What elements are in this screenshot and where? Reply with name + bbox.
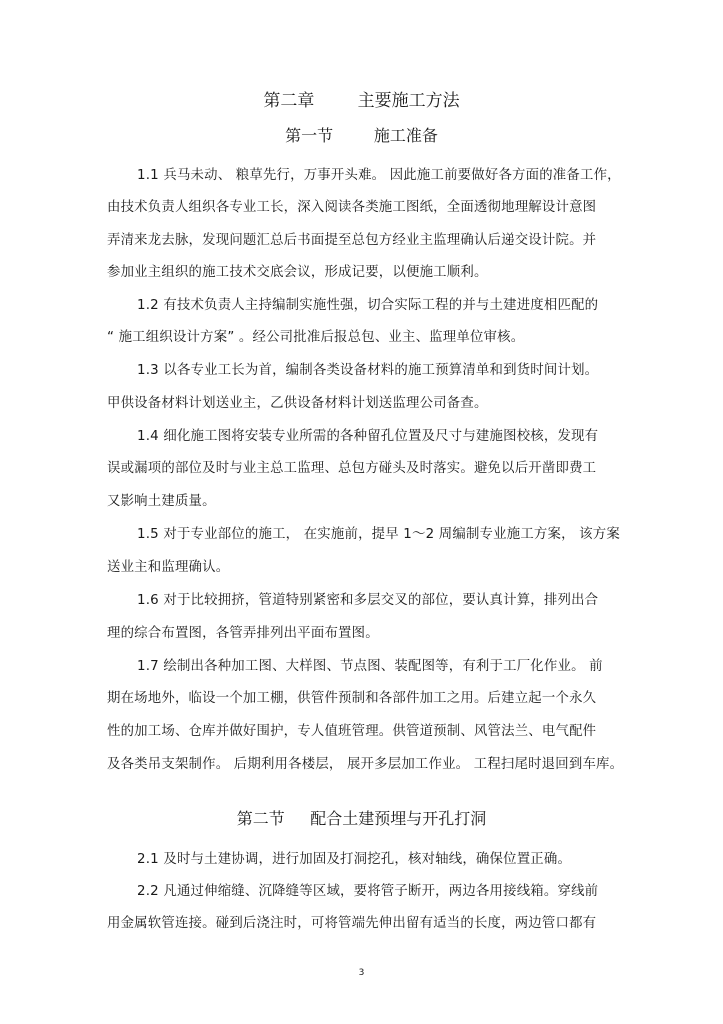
paragraph-line: 送业主和监理确认。 [107, 560, 230, 575]
paragraph-line: 1.6 对于比较拥挤，管道特别紧密和多层交叉的部位，要认真计算，排列出合 [137, 593, 599, 608]
paragraph-line: 又影响土建质量。 [107, 494, 216, 509]
page-number: 3 [358, 968, 365, 978]
paragraph-line: 弄清来龙去脉，发现问题汇总后书面提至总包方经业主监理确认后递交设计院。并 [107, 233, 597, 248]
paragraph-line: 理的综合布置图，各管弄排列出平面布置图。 [107, 626, 379, 641]
chapter-title: 第二章 主要施工方法 [263, 91, 460, 111]
paragraph-line: 参加业主组织的施工技术交底会议，形成记要，以便施工顺利。 [107, 265, 488, 280]
paragraph-line: 1.3 以各专业工长为首，编制各类设备材料的施工预算清单和到货时间计划。 [137, 363, 599, 378]
paragraph-line: 甲供设备材料计划送业主，乙供设备材料计划送监理公司备查。 [107, 396, 488, 411]
paragraph-line: 及各类吊支架制作。 后期利用各楼层， 展开多层加工作业。 工程扫尾时退回到车库。 [107, 757, 624, 772]
paragraph-line: 2.1 及时与土建协调，进行加固及打洞挖孔，核对轴线，确保位置正确。 [137, 852, 572, 867]
paragraph-line: 1.5 对于专业部位的施工， 在实施前，提早 1～2 周编制专业施工方案， 该方案 [137, 527, 620, 542]
paragraph-line: 1.2 有技术负责人主持编制实施性强，切合实际工程的并与土建进度相匹配的 [137, 298, 599, 313]
section-title-1: 第一节 施工准备 [285, 126, 438, 145]
paragraph-line: 由技术负责人组织各专业工长，深入阅读各类施工图纸，全面透彻地理解设计意图 [107, 200, 597, 215]
paragraph-line: 性的加工场、仓库并做好围护，专人值班管理。供管道预制、风管法兰、电气配件 [107, 724, 597, 739]
paragraph-line: 1.4 细化施工图将安装专业所需的各种留孔位置及尺寸与建施图校核，发现有 [137, 429, 599, 444]
paragraph-line: 用金属软管连接。碰到后浇注时，可将管端先伸出留有适当的长度，两边管口都有 [107, 916, 597, 931]
paragraph-line: 1.1 兵马未动、 粮草先行，万事开头难。 因此施工前要做好各方面的准备工作， [137, 168, 621, 183]
paragraph-line: 误或漏项的部位及时与业主总工监理、总包方碰头及时落实。避免以后开凿即费工 [107, 461, 597, 476]
paragraph-line: 期在场地外，临设一个加工棚，供管件预制和各部件加工之用。后建立起一个永久 [107, 691, 597, 706]
paragraph-line: 1.7 绘制出各种加工图、大样图、节点图、装配图等，有利于工厂化作业。 前 [137, 659, 603, 674]
paragraph-line: 2.2 凡通过伸缩缝、沉降缝等区域，要将管子断开，两边各用接线箱。穿线前 [137, 884, 599, 899]
section-title-2: 第二节 配合土建预埋与开孔打洞 [236, 809, 487, 828]
paragraph-line: “ 施工组织设计方案” 。经公司批准后报总包、业主、监理单位审核。 [107, 330, 525, 345]
